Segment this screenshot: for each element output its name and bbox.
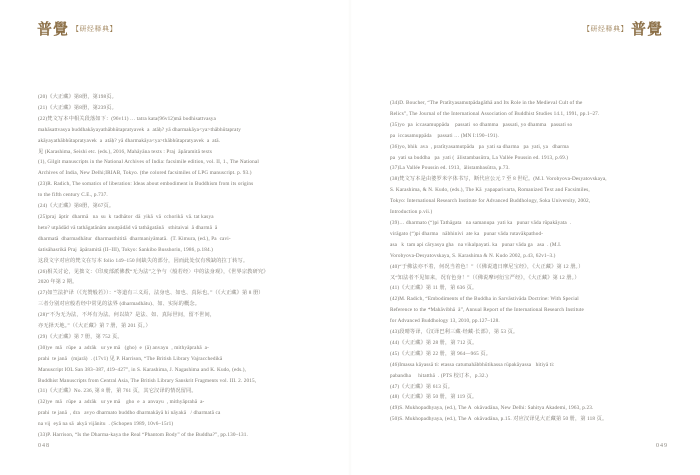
footnote-line: Relics”, The Journal of the International Association of Buddhist Studies 14.1, 1991, pp.1–27. [390, 110, 600, 117]
footnote-line: heto? utpādād vā tathāgatānām anutpādād vā tathāgatānā sthitaivai ā dharmā ā [38, 224, 218, 231]
footnote-line: mahāsattvasya buddhakāyayathābhūtapratyavek a atāḥ? yā dharmakāya<ya>thābhūtapraty [38, 126, 241, 133]
book-title: 普覺 [37, 20, 70, 38]
page-number-right: 049 [656, 443, 668, 449]
footnote-line: for Advanced Buddhology 13, 2010, pp.127–128. [390, 318, 500, 325]
footnote-line: (40)“于佛法亦不着，何况当着色！”（《佛说遗日摩尼宝经》，《大正藏》第 12 册。） [390, 263, 584, 270]
footnote-line: (47)《大正藏》第 613 页。 [390, 383, 454, 390]
footnote-line: (41)《大正藏》第 11 册，第 636 页。 [390, 285, 478, 292]
footnote-line: (46)Imassa kāyassā ti: etassa catumahābbhūtikassa rūpakāyassa hitiyā ti: [390, 361, 555, 368]
series-badge: 【研经释典】 [582, 25, 628, 33]
footnote-line: 又“知法者不见如来，况有色身！”（《佛说摩诃衍宝严经》，《大正藏》第 12 册。） [390, 274, 580, 281]
right-page-footnotes [390, 98, 670, 425]
footnote-line: Vorobyova-Desyatovskaya, S. Karashima & N. Kudo 2002, p.43, 62v1–3.) [390, 252, 556, 259]
footnote-line: 这段文字对应的梵文在写本 folio 149–150 间缺失的部分，因而此处仅有残缺的拉丁转写。 [38, 257, 249, 264]
footnote-line: pa yati sa buddha pa yati ( ālistambasūtra, La Vallée Poussin ed. 1913, p.69.) [390, 154, 569, 161]
footnote-line: (32)ye mā rūpe a adrāk ur ye mā gho e a anvayu , mithyāprahā a- [38, 399, 205, 406]
footnote-line: to the fifth century C.E., p.737. [38, 192, 108, 199]
footnote-line: (42)M. Radich, “Embodiments of the Buddha in Sarvāstivāda Doctrine: With Special [390, 296, 579, 303]
series-badge: 【研经释典】 [72, 25, 118, 33]
footnote-line: Introduction p.vii.) [390, 209, 433, 216]
footnote-line: Reference to the *Mahāvibhā ā”, Annual Report of the International Research Institute [390, 307, 584, 314]
footnote-line: (28)“不为无为法，不坏有为法。何以故？是法、如、真际世间，留不世间， [38, 312, 216, 319]
footnote-line: (39)… dharmato (“)pi Tathāgata na samanupa yati ka punar vāda rūpakāyata . [390, 219, 572, 226]
footnote-line: (38)梵文写本是由婆罗米字体书写，断代应公元 7 至 8 世纪。(M.I. Vorobyova-Desyatovskaya, [390, 176, 607, 183]
footnote-line: (26)相关讨论，见拙文：《印度部派佛教“无为法”之争与〈般若经〉中的法身观》，《世界宗教研究》 [38, 268, 269, 275]
footnote-line: (43)段晴等译，《汉译巴利三藏·经藏·长部》，第 53 页。 [390, 329, 519, 336]
footnote-line: na vij eyā na sā akyā vijānitu . (Schopen 1989, 10v6–15r1) [38, 421, 174, 428]
footnote-line: (49)S. Mukhopadhyaya, (ed.), The A okāvadāna, New Delhi: Sahitya Akademi, 1963, p.23. [390, 405, 594, 412]
footnote-line: 三者分别对应般若经中常见的法界 (dharmadhātu)、如、实际的概念。 [38, 301, 201, 308]
footnote-line: (20)《大正藏》第8册，第198页。 [38, 94, 117, 100]
footnote-line: 见 (Karashima, Seishi etc. (eds.), 2016, Mahāyāna texts : Praj āpāramitā texts [38, 148, 213, 155]
footnote-line: (34)D. Boucher, “The Pratītyasamutpādagāthā and Its Role in the Medieval Cult of the [390, 100, 583, 106]
footnote-line: pa iccasamuppāda passati … (MN I:190–191). [390, 132, 499, 139]
footnote-line: dharmatā dharmadhātur dharmasthititā dharmaniyāmatā. (T. Kimura, (ed.), Pa cavi- [38, 235, 231, 242]
footnote-line: (50)S. Mukhopadhyaya, (ed.), The A okāvadāna, p.15. 对应汉译见大正藏第 50 册，第 118 页。 [390, 416, 608, 423]
footnote-line: (33)P. Harrison, “Is the Dharma-kaya the Real “Phantom Body” of the Buddha?”, pp.130–131. [38, 432, 248, 439]
footnote-line: (1), Gilgit manuscripts in the National Archives of India: facsimile edition, vol. II, 1., The National [38, 159, 259, 166]
footnote-line: prahi te janā (mjarā) . (17v1) 见 P. Harrison, “The British Library Vajracchedikā [38, 355, 223, 362]
header-right [583, 21, 663, 38]
footnote-line: (25)praj āptir dharmā na su k tadhātor dā yikā vā cchorikā vā. tat kasya [38, 213, 214, 220]
footnote-line: (37)La Vallée Poussin ed. 1913, ālistambasūtra, p.73. [390, 165, 510, 172]
footnote-line: śatisāhasrikā Praj āpāramitā (II–III), Tokyo: Sankibo Busshorin, 1986, p.184.) [38, 246, 214, 253]
footnote-line: (48)《大正藏》第 50 册，第 119 页。 [390, 394, 478, 401]
footnote-line: (31)《大正藏》No. 236, 第 8 册，第 761 页，其它汉译的情况留同。 [38, 388, 197, 395]
footnote-line: 亦无择天地。”（《大正藏》第 7 册，第 201 页。） [38, 323, 151, 330]
page-gutter [348, 0, 352, 475]
header-left [37, 21, 117, 38]
book-title: 普覺 [630, 20, 663, 38]
footnote-line: (45)《大正藏》第 22 册，第 964—965 页。 [390, 350, 492, 357]
footnote-line: Tokyo: International Research Institute for Advanced Buddhology, Soka University, 2002, [390, 198, 591, 205]
page-number-left: 048 [38, 443, 50, 449]
footnote-line: Buddhist Manuscripts from Central Asia, The British Library Sanskrit Fragments vol. III. 2. 2015, [38, 377, 257, 384]
footnote-line: virāgato (“)pi dharma nābhinivi ate ka punar vāda rutavākpathod- [390, 230, 544, 237]
footnote-line: (22)梵文写本中相关段落如下：(96v11) … tatra kata(96v12)mā bodhisattvasya [38, 115, 216, 122]
footnote-line: (30)ye mā rūpe a adrāk ur ye mā (gho) e (ā) anvayu , mithyāprahā a- [38, 344, 210, 351]
footnote-line: Archives of India, New Delhi;IRIAB, Tokyo. (the colored facsimiles of LPG manuscript. p. 93.) [38, 170, 252, 177]
footnote-line: (44)《大正藏》第 28 册，第 712 页。 [390, 339, 478, 346]
footnote-line: (29)《大正藏》第 7 册，第 752 页。 [38, 333, 123, 340]
footnote-line: (36)yo, bhik ava , pratītyasamutpāda pa yati sa dharma pa yati, ya dharma [390, 143, 569, 150]
footnote-line: 2020 年第 2 期。 [38, 279, 78, 286]
footnote-line: S. Karashima, & N. Kudo, (eds.), The Kā yapaparivarta, Romanized Text and Facsimiles, [390, 187, 590, 194]
footnote-line: prahi te janā , dra avyo dharmato buddho dharmakāyā hi nāyakā / dharmatā ca [38, 410, 221, 417]
footnote-line: (21)《大正藏》第8册，第239页。 [38, 104, 117, 111]
footnote-line: (35)yo pa iccasamuppāda passati so dhamma passati, yo dhamma passati so [390, 121, 573, 128]
footnote-line: (24)《大正藏》第8册，第67页。 [38, 203, 115, 210]
footnote-line: akāyayathābhūtapratyavek a atāḥ? yā dharmakāya<ya>thābhūtapratyavek a atā. [38, 137, 221, 144]
footnote-line: pabandha hitatthā . (PTS 校订本，p.32.) [390, 372, 488, 379]
footnote-line: Manuscript IOL San 383–387, 419–427”, in S. Karashima, J. Nagashima and K. Kudo, (eds.), [38, 366, 247, 373]
footnote-line: (23)R. Radich, The somatics of liberation: Ideas about embodiment in Buddhism from its origins [38, 181, 254, 188]
footnote-line: (27)如竺法护译（《光赞般若》）：“等道有三义焉，法身也、如也、真际也。”（《大正藏》第 8 册） [38, 290, 264, 297]
left-page-footnotes [38, 92, 344, 441]
footnote-line: asa k tam api cāryasya gha na vikalpayati. ka punar vāda ga asa . (M.I. [390, 241, 562, 248]
